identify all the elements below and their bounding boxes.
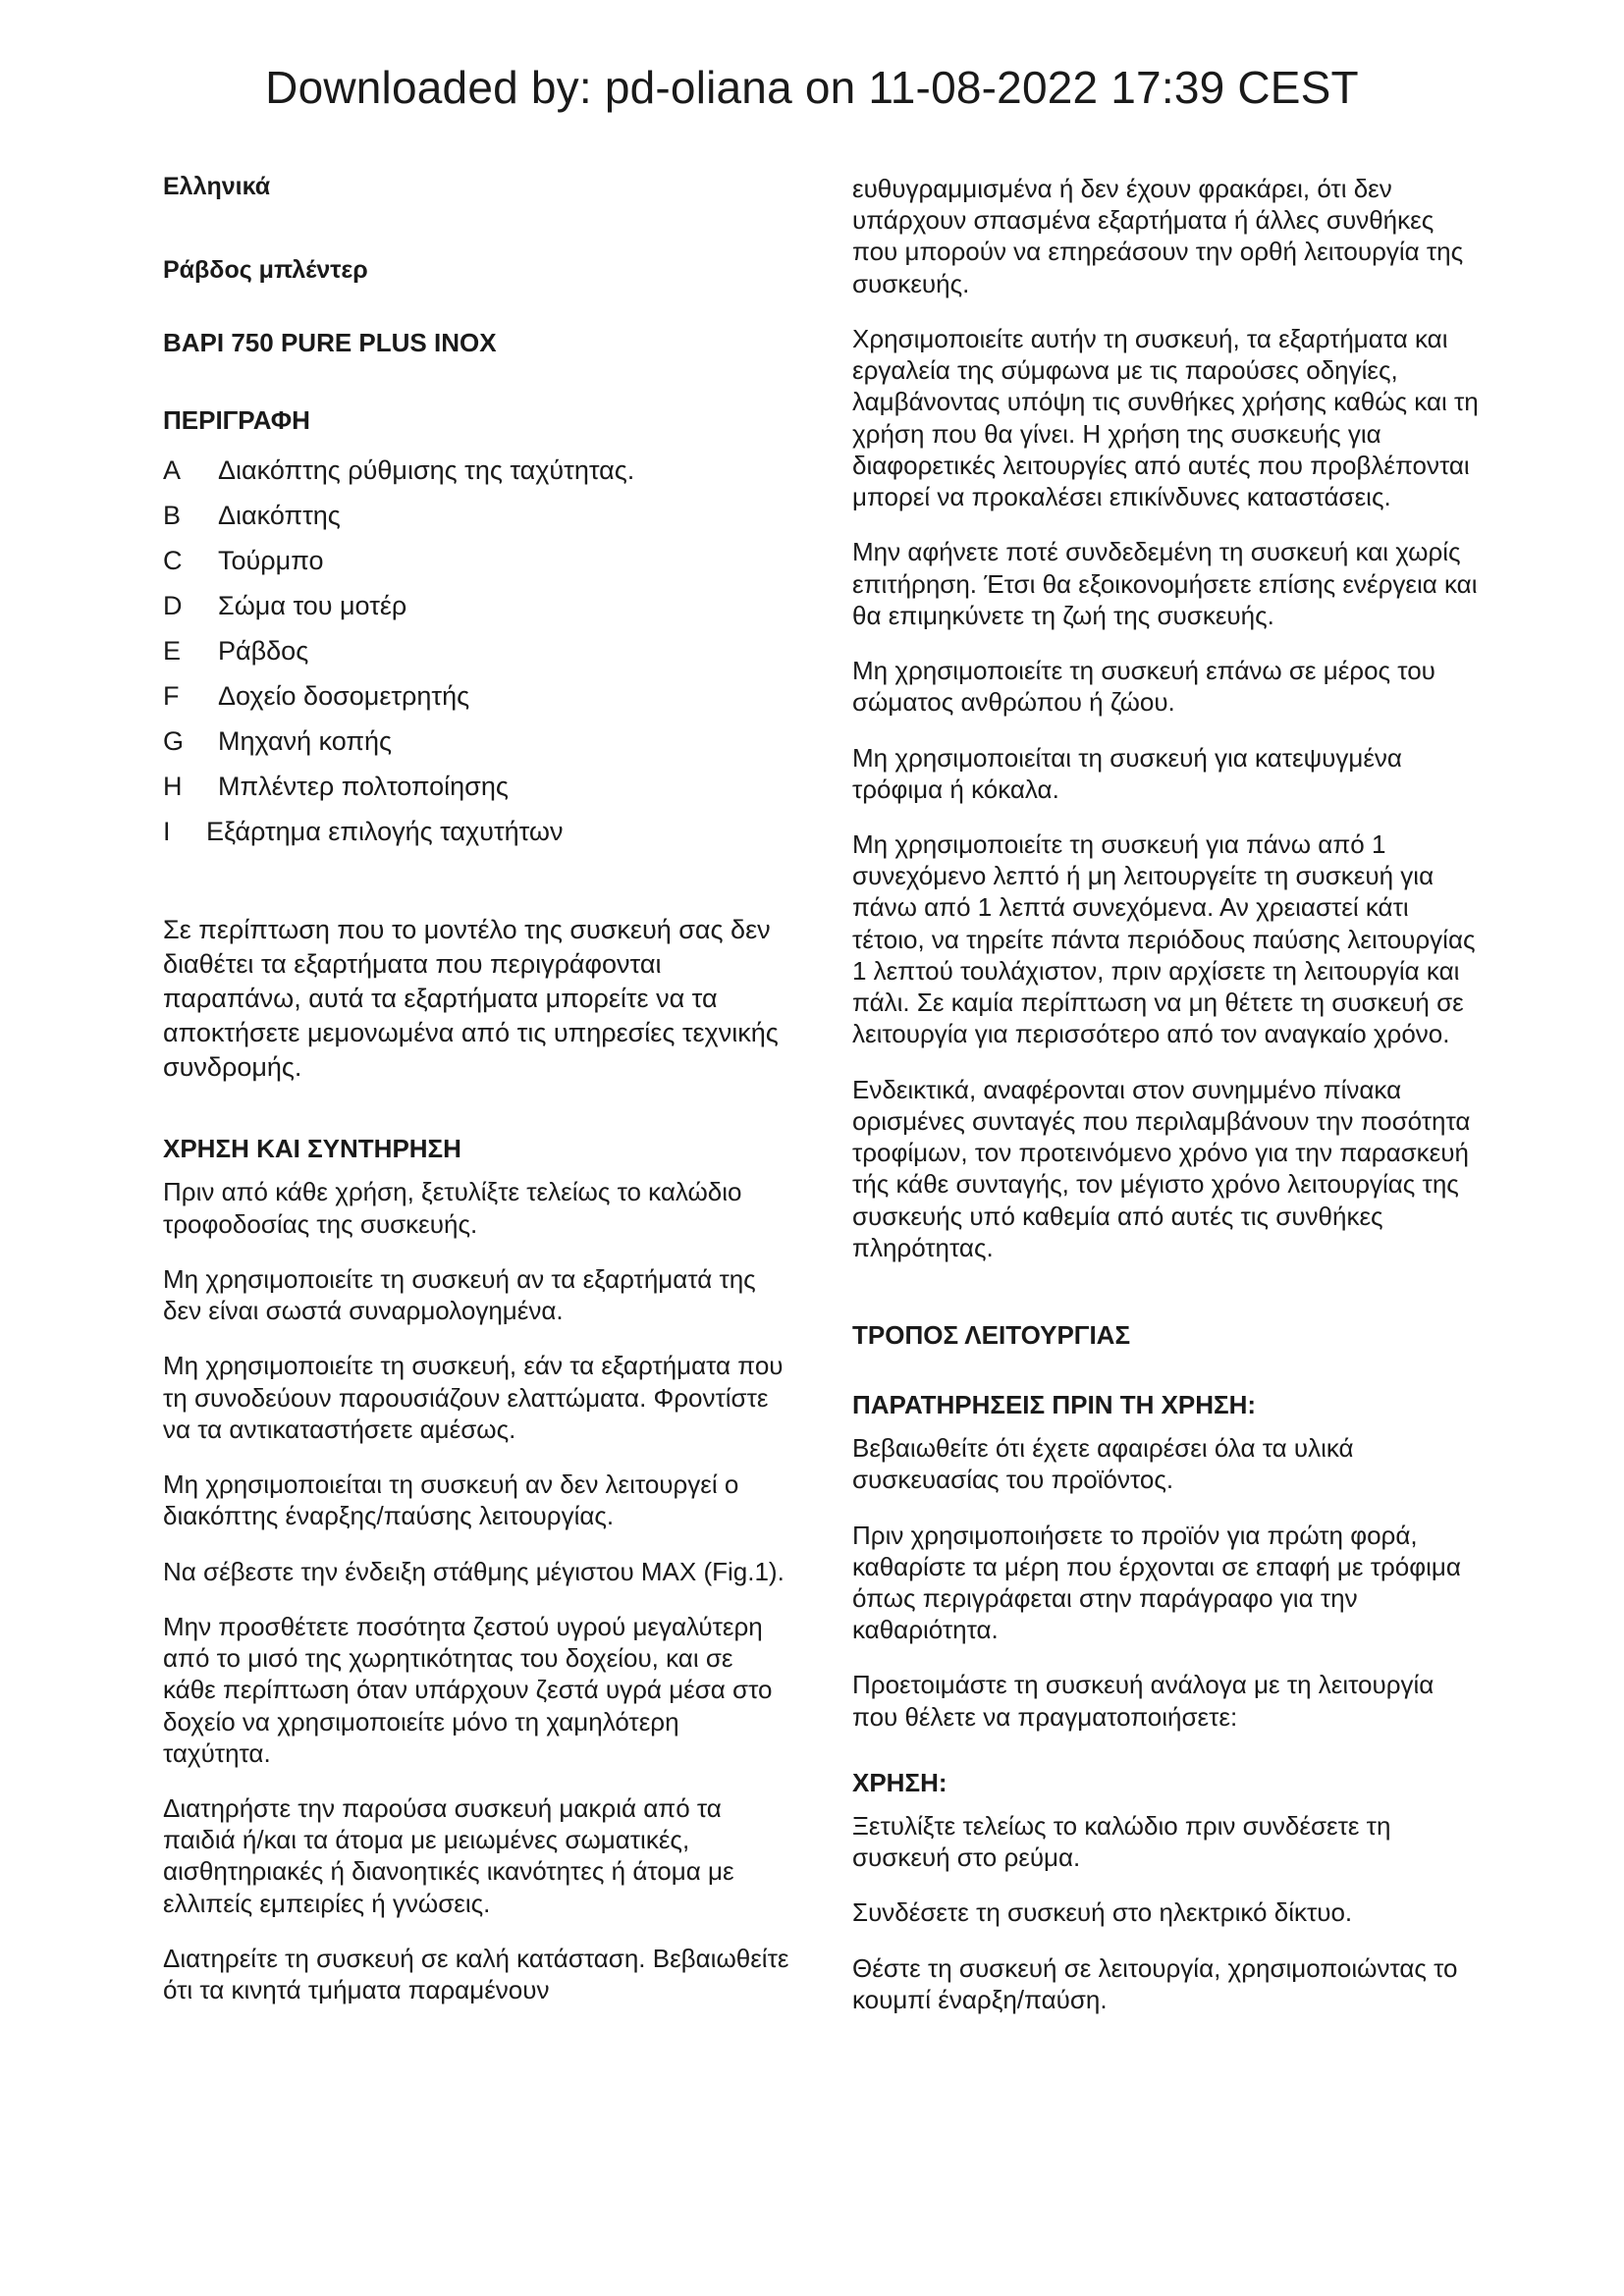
product-model: BAPI 750 PURE PLUS INOX (163, 328, 497, 357)
paragraph: Μη χρησιμοποιείται τη συσκευή για κατεψυγμένα τρόφιμα ή κόκαλα. (852, 742, 1402, 804)
use-heading: ΧΡΗΣΗ: (852, 1767, 947, 1797)
list-item (163, 448, 791, 493)
part-label: Δοχείο δοσομετρητής (218, 681, 470, 711)
list-item (163, 719, 791, 764)
paragraph: Χρησιμοποιείτε αυτήν τη συσκευή, τα εξαρτήματα και εργαλεία της σύμφωνα με τις παρούσες οδηγίες, λαμβάνοντας υπόψη τις συνθήκες χρήσης καθώς και τη χρήση που θα γίνει. Η χρήση της συσκευής για διαφορετικές λειτουργίες από αυτές που προβλέπονται μπορεί να προκαλέσει επικίνδυνες καταστάσεις. (852, 323, 1479, 512)
part-label: Διακόπτης ρύθμισης της ταχύτητας. (218, 455, 635, 485)
part-label: Μπλέντερ πολτοποίησης (218, 772, 509, 801)
paragraph: Μην αφήνετε ποτέ συνδεδεμένη τη συσκευή και χωρίς επιτήρηση. Έτσι θα εξοικονομήσετε επίσης ενέργεια και θα επιμηκύνετε τη ζωή της συσκευής. (852, 537, 1478, 630)
notes-before-use-heading: ΠΑΡΑΤΗΡΗΣΕΙΣ ΠΡΙΝ ΤΗ ΧΡΗΣΗ: (852, 1390, 1257, 1420)
list-item (163, 583, 791, 628)
paragraph: Ξετυλίξτε τελείως το καλώδιο πριν συνδέσετε τη συσκευή στο ρεύμα. (852, 1810, 1391, 1873)
list-item (163, 538, 791, 583)
paragraph: Διατηρήστε την παρούσα συσκευή μακριά από τα παιδιά ή/και τα άτομα με μειωμένες σωματικές, αισθητηριακές ή διανοητικές ικανότητες ή άτομα με ελλιπείς εμπειρίες ή γνώσεις. (163, 1792, 734, 1918)
part-letter: B (163, 501, 182, 530)
part-letter: G (163, 726, 185, 756)
paragraph: Θέστε τη συσκευή σε λειτουργία, χρησιμοποιώντας το κουμπί έναρξη/παύση. (852, 1952, 1458, 2014)
paragraph: Μη χρησιμοποιείτε τη συσκευή αν τα εξαρτήματά της δεν είναι σωστά συναρμολογημένα. (163, 1263, 756, 1326)
list-item (163, 673, 791, 719)
use-maintenance-heading: ΧΡΗΣΗ ΚΑΙ ΣΥΝΤΗΡΗΣΗ (163, 1134, 461, 1164)
paragraph: Ενδεικτικά, αναφέρονται στον συνημμένο πίνακα ορισμένες συνταγές που περιλαμβάνουν την ποσότητα τροφίμων, τον προτεινόμενο χρόνο για την παρασκευή τής κάθε συνταγής, τον μέγιστο χρόνο λειτουργίας της συσκευής υπό καθεμία από αυτές τις συνθήκες πληρότητας. (852, 1074, 1471, 1262)
part-letter: D (163, 591, 183, 620)
parts-list (163, 448, 791, 854)
paragraph: Προετοιμάστε τη συσκευή ανάλογα με τη λειτουργία που θέλετε να πραγματοποιήσετε: (852, 1670, 1435, 1732)
part-label: Ράβδος (218, 636, 309, 666)
paragraph: Πριν από κάθε χρήση, ξετυλίξτε τελείως το καλώδιο τροφοδοσίας της συσκευής. (163, 1177, 742, 1239)
paragraph: Μη χρησιμοποιείτε τη συσκευή επάνω σε μέρος του σώματος ανθρώπου ή ζώου. (852, 656, 1435, 718)
accessories-note: Σε περίπτωση που το μοντέλο της συσκευή σας δεν διαθέτει τα εξαρτήματα που περιγράφονται παραπάνω, αυτά τα εξαρτήματα μπορείτε να τα αποκτήσετε μεμονωμένα από τις υπηρεσίες τεχνικής συνδρομής. (163, 915, 779, 1083)
part-letter: E (163, 636, 182, 666)
paragraph: Μη χρησιμοποιείται τη συσκευή αν δεν λειτουργεί ο διακόπτης έναρξης/παύσης λειτουργίας. (163, 1469, 739, 1531)
list-item (163, 493, 791, 538)
paragraph: ευθυγραμμισμένα ή δεν έχουν φρακάρει, ότι δεν υπάρχουν σπασμένα εξαρτήματα ή άλλες συνθήκες που μπορούν να επηρεάσουν την ορθή λειτουργία της συσκευής. (852, 174, 1464, 298)
part-label: Διακόπτης (218, 501, 341, 530)
list-item (163, 809, 791, 854)
paragraph: Μη χρησιμοποιείτε τη συσκευή, εάν τα εξαρτήματα που τη συνοδεύουν παρουσιάζουν ελαττώματα. Φροντίστε να τα αντικαταστήσετε αμέσως. (163, 1351, 784, 1444)
paragraph: Συνδέσετε τη συσκευή στο ηλεκτρικό δίκτυο. (852, 1897, 1353, 1928)
part-letter: F (163, 681, 180, 711)
part-letter: I (163, 817, 171, 846)
part-letter: A (163, 455, 182, 485)
download-header: Downloaded by: pd-oliana on 11-08-2022 17:39 CEST (265, 62, 1359, 113)
part-label: Εξάρτημα επιλογής ταχυτήτων (206, 817, 564, 846)
part-label: Μηχανή κοπής (218, 726, 393, 756)
paragraph: Βεβαιωθείτε ότι έχετε αφαιρέσει όλα τα υλικά συσκευασίας του προϊόντος. (852, 1433, 1354, 1495)
paragraph: Μην προσθέτετε ποσότητα ζεστού υγρού μεγαλύτερη από το μισό της χωρητικότητας του δοχείου, και σε κάθε περίπτωση όταν υπάρχουν ζεστά υγρά μέσα στο δοχείο να χρησιμοποιείτε μόνο τη χαμηλότερη ταχύτητα. (163, 1611, 773, 1768)
list-item (163, 764, 791, 809)
operation-heading: ΤΡΟΠΟΣ ΛΕΙΤΟΥΡΓΙΑΣ (852, 1320, 1131, 1351)
part-label: Τούρμπο (218, 546, 324, 575)
product-type: Ράβδος μπλέντερ (163, 256, 368, 284)
left-column (163, 173, 791, 2029)
paragraph: Διατηρείτε τη συσκευή σε καλή κατάσταση. Βεβαιωθείτε ότι τα κινητά τμήματα παραμένουν (163, 1943, 789, 2005)
description-heading: ΠΕΡΙΓΡΑΦΗ (163, 405, 310, 435)
part-letter: C (163, 546, 183, 575)
right-column (852, 173, 1481, 2039)
list-item (163, 628, 791, 673)
part-label: Σώμα του μοτέρ (218, 591, 407, 620)
paragraph: Πριν χρησιμοποιήσετε το προϊόν για πρώτη φορά, καθαρίστε τα μέρη που έρχονται σε επαφή με τρόφιμα όπως περιγράφεται στην παράγραφο για την καθαριότητα. (852, 1520, 1461, 1645)
paragraph: Μη χρησιμοποιείτε τη συσκευή για πάνω από 1 συνεχόμενο λεπτό ή μη λειτουργείτε τη συσκευή για πάνω από 1 λεπτά συνεχόμενα. Αν χρειαστεί κάτι τέτοιο, να τηρείτε πάντα περιόδους παύσης λειτουργίας 1 λεπτού τουλάχιστον, πριν αρχίσετε τη λειτουργία και πάλι. Σε καμία περίπτωση να μη θέτετε τη συσκευή σε λειτουργία για περισσότερο από τον αναγκαίο χρόνο. (852, 828, 1476, 1049)
part-letter: H (163, 772, 183, 801)
language-heading: Ελληνικά (163, 173, 271, 200)
paragraph: Να σέβεστε την ένδειξη στάθμης μέγιστου MAX (Fig.1). (163, 1556, 785, 1586)
